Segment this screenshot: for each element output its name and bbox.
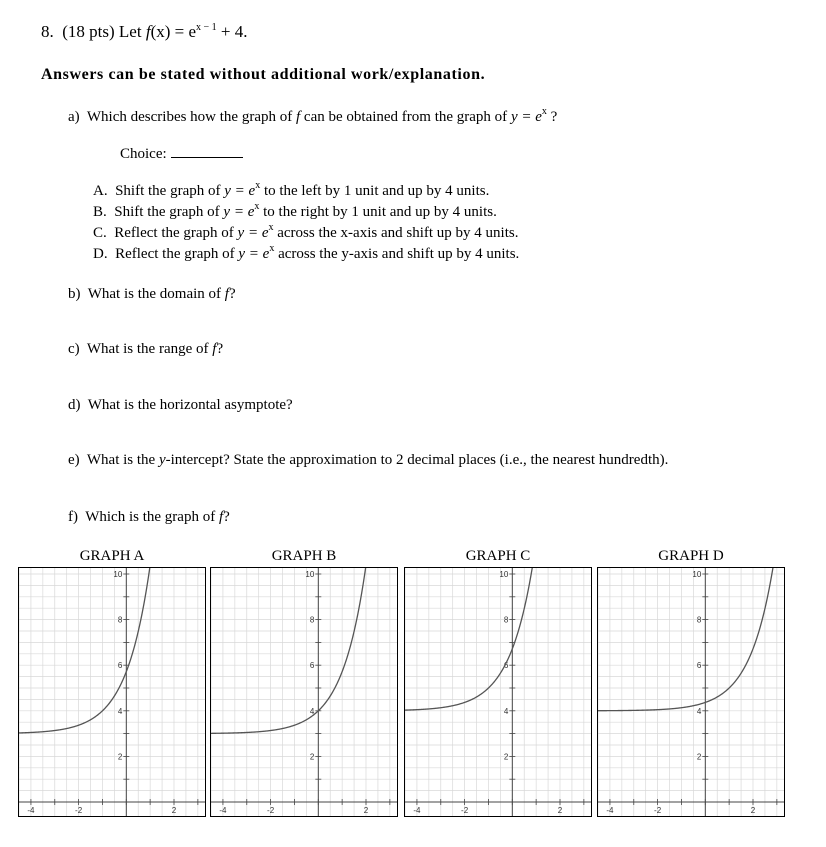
grid xyxy=(405,568,591,816)
function-curve xyxy=(405,568,535,710)
y-tick-label: 6 xyxy=(503,661,509,671)
y-tick-label: 6 xyxy=(309,661,315,671)
option-exp: x xyxy=(269,243,275,254)
choice-line xyxy=(120,145,243,163)
graph-b[interactable] xyxy=(210,567,398,817)
part-a-text: Which describes how the graph of xyxy=(86,109,293,125)
option-c[interactable] xyxy=(93,224,518,244)
part-a-end: ? xyxy=(550,109,558,125)
part-b-text: What is the domain of xyxy=(87,286,222,302)
x-tick-label: -2 xyxy=(654,806,662,815)
part-a-question xyxy=(68,108,557,128)
part-b-end: ? xyxy=(228,286,236,302)
option-eq: y = e xyxy=(223,204,255,220)
grid xyxy=(598,568,784,816)
part-d-label: d) xyxy=(68,397,81,413)
option-eq: y = e xyxy=(224,183,256,199)
part-b-label: b) xyxy=(68,286,81,302)
part-f-f: f xyxy=(218,509,224,525)
y-tick-label: 10 xyxy=(692,570,702,579)
part-a-eq: y = e xyxy=(510,109,542,125)
option-d[interactable] xyxy=(93,245,519,265)
option-letter: B. xyxy=(93,204,107,220)
part-d-question xyxy=(68,396,293,414)
function-curve xyxy=(211,568,367,733)
x-tick-label: 2 xyxy=(750,806,756,815)
y-tick-label: 2 xyxy=(309,752,315,762)
part-a-label: a) xyxy=(68,109,80,125)
option-exp: x xyxy=(255,180,261,191)
option-post: across the y-axis and shift up by 4 units. xyxy=(278,246,520,262)
part-b-question xyxy=(68,285,236,303)
y-tick-label: 10 xyxy=(305,570,315,579)
part-f-label: f) xyxy=(68,509,78,525)
part-d-text: What is the horizontal asymptote? xyxy=(87,397,293,413)
part-a-mid: can be obtained from the graph of xyxy=(303,109,508,125)
option-a[interactable] xyxy=(93,182,489,202)
option-post: to the right by 1 unit and up by 4 units. xyxy=(263,204,497,220)
x-tick-label: -2 xyxy=(267,806,275,815)
x-tick-label: -4 xyxy=(27,806,35,815)
function-exponent: x − 1 xyxy=(196,22,217,33)
part-e-var: y xyxy=(158,452,166,468)
part-c-text: What is the range of xyxy=(86,341,209,357)
x-tick-label: -4 xyxy=(219,806,227,815)
problem-points: (18 pts) xyxy=(62,22,115,41)
y-tick-label: 10 xyxy=(113,570,123,579)
part-a-exp: x xyxy=(541,106,547,117)
option-eq: y = e xyxy=(238,246,270,262)
part-c-f: f xyxy=(212,341,217,357)
option-eq: y = e xyxy=(237,225,269,241)
option-pre: Reflect the graph of xyxy=(115,246,235,262)
choice-label: Choice: xyxy=(120,146,167,162)
option-pre: Shift the graph of xyxy=(115,183,221,199)
y-tick-label: 8 xyxy=(503,615,509,625)
part-e-pre: What is the xyxy=(86,452,156,468)
y-tick-label: 8 xyxy=(696,615,702,625)
y-tick-label: 6 xyxy=(117,661,123,671)
y-tick-label: 6 xyxy=(696,661,702,671)
part-f-text: Which is the graph of xyxy=(85,509,216,525)
y-tick-label: 4 xyxy=(309,706,315,716)
option-letter: D. xyxy=(93,246,108,262)
x-tick-label: 2 xyxy=(557,806,563,815)
part-a-f: f xyxy=(296,109,301,125)
x-tick-label: 2 xyxy=(171,806,177,815)
y-tick-label: 4 xyxy=(503,706,509,716)
option-post: to the left by 1 unit and up by 4 units. xyxy=(263,183,490,199)
y-tick-label: 4 xyxy=(696,706,702,716)
option-pre: Reflect the graph of xyxy=(114,225,234,241)
y-tick-label: 8 xyxy=(309,615,315,625)
part-e-label: e) xyxy=(68,452,80,468)
graph-d[interactable] xyxy=(597,567,785,817)
part-e-post: -intercept? State the approximation to 2 decimal places (i.e., the nearest hundredth). xyxy=(165,452,669,468)
y-tick-label: 2 xyxy=(696,752,702,762)
grid xyxy=(19,568,205,816)
graph-d-title: GRAPH D xyxy=(658,548,724,564)
part-c-end: ? xyxy=(216,341,224,357)
option-pre: Shift the graph of xyxy=(114,204,220,220)
option-exp: x xyxy=(268,222,274,233)
y-tick-label: 10 xyxy=(499,570,509,579)
x-tick-label: 2 xyxy=(363,806,369,815)
option-exp: x xyxy=(254,201,260,212)
part-e-question xyxy=(68,451,668,469)
part-f-end: ? xyxy=(223,509,230,525)
problem-statement xyxy=(41,23,248,44)
x-tick-label: -4 xyxy=(413,806,421,815)
function-name: f xyxy=(145,22,151,41)
part-c-label: c) xyxy=(68,341,80,357)
x-tick-label: -2 xyxy=(461,806,469,815)
part-b-f: f xyxy=(224,286,229,302)
problem-number: 8. xyxy=(41,22,54,41)
option-post: across the x-axis and shift up by 4 units. xyxy=(277,225,519,241)
grid xyxy=(211,568,397,816)
y-tick-label: 4 xyxy=(117,706,123,716)
function-tail: + 4. xyxy=(220,22,248,41)
graph-b-title: GRAPH B xyxy=(271,548,337,564)
x-tick-label: -2 xyxy=(75,806,83,815)
x-tick-label: -4 xyxy=(606,806,614,815)
y-tick-label: 8 xyxy=(117,615,123,625)
part-c-question xyxy=(68,340,223,358)
function-curve xyxy=(19,568,152,733)
part-f-question xyxy=(68,508,230,526)
instructions: Answers can be stated without additional work/explanation. xyxy=(41,66,486,83)
problem-lead: Let xyxy=(118,22,142,41)
function-argument: (x) = e xyxy=(150,22,197,41)
graph-c-title: GRAPH C xyxy=(465,548,531,564)
graph-c[interactable] xyxy=(404,567,592,817)
graph-a[interactable] xyxy=(18,567,206,817)
option-letter: A. xyxy=(93,183,108,199)
graph-a-title: GRAPH A xyxy=(79,548,145,564)
y-tick-label: 2 xyxy=(503,752,509,762)
option-b[interactable] xyxy=(93,203,497,223)
option-letter: C. xyxy=(93,225,107,241)
choice-blank[interactable] xyxy=(171,145,243,158)
y-tick-label: 2 xyxy=(117,752,123,762)
function-curve xyxy=(598,568,775,711)
